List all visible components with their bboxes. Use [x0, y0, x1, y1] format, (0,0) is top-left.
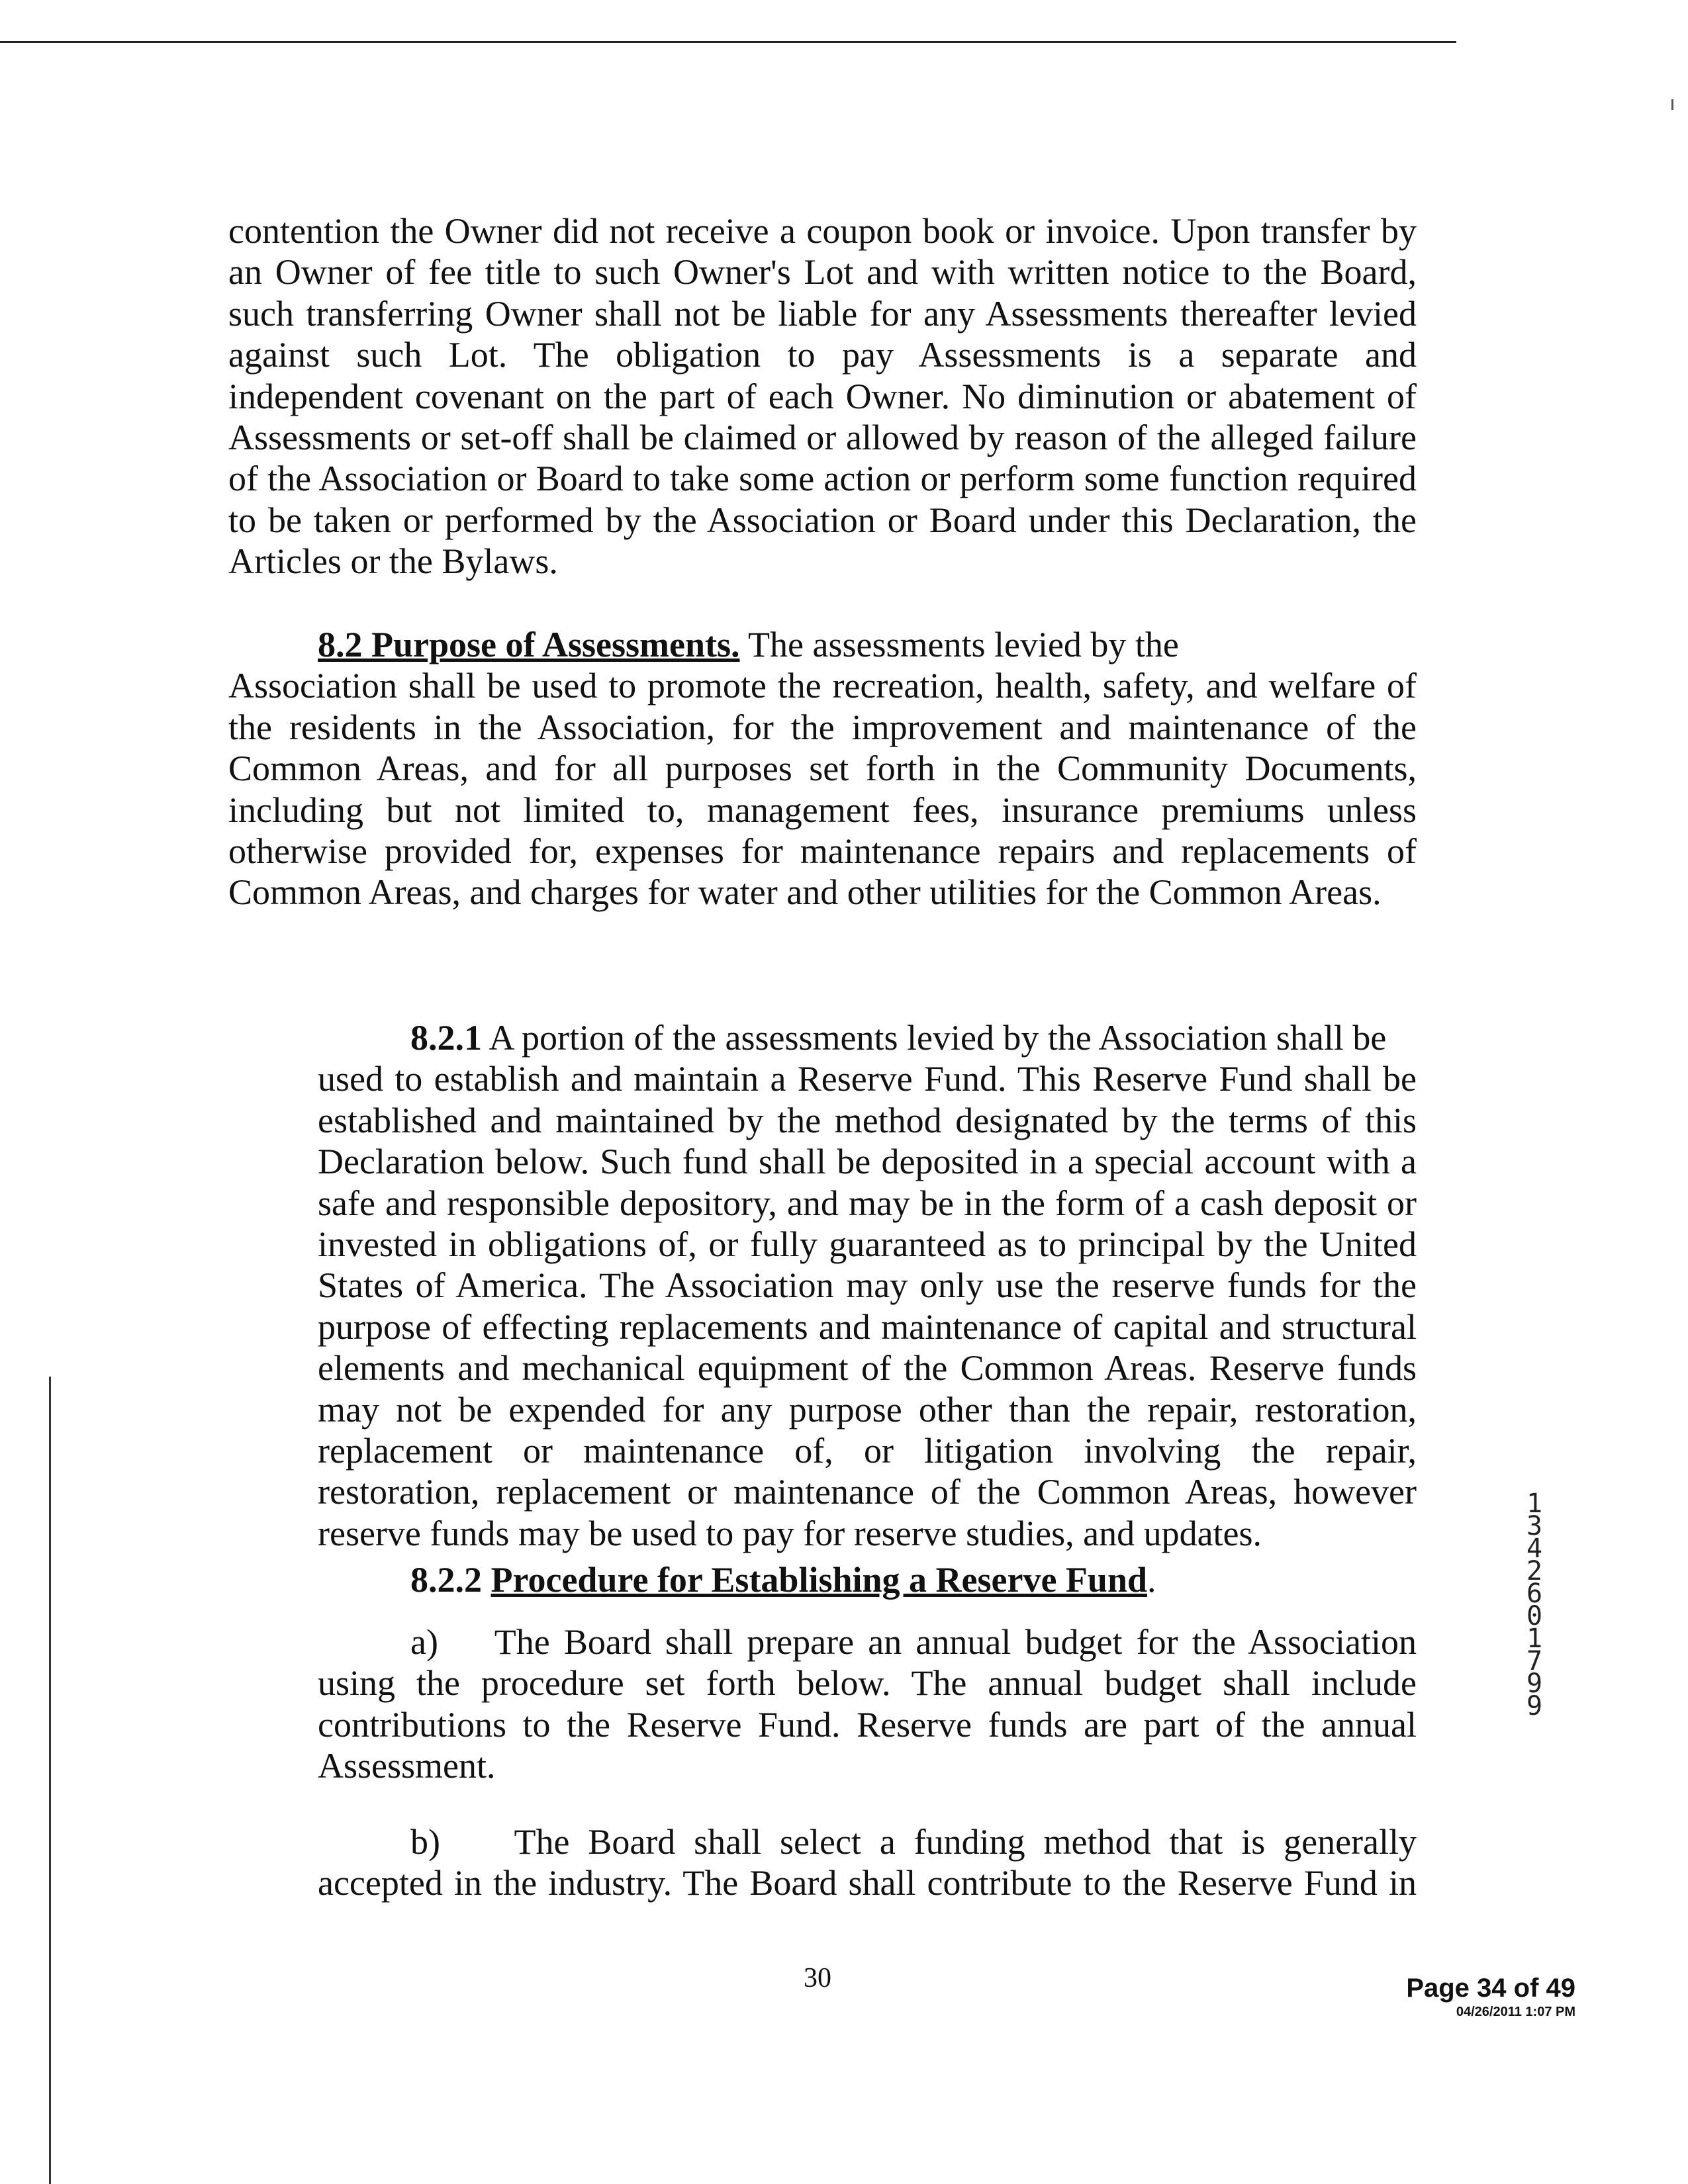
top-rule [0, 41, 1456, 43]
text-fragment: The assessments levied by the [748, 625, 1179, 664]
text-fragment: The Board shall prepare an annual budget for the Association [494, 1622, 1417, 1662]
item-b [318, 1821, 1417, 1904]
text-line: replacement or maintenance of, or litigation involving the repair, [318, 1431, 1417, 1471]
text-line: reserve funds may be used to pay for reserve studies, and updates. [318, 1513, 1262, 1553]
recording-digit: 4 [1526, 1533, 1543, 1564]
section-8-2-heading: 8.2 Purpose of Assessments. [318, 625, 740, 664]
stamp-datetime: 04/26/2011 1:07 PM [1456, 2005, 1575, 2019]
text-line: using the procedure set forth below. The annual budget shall include [318, 1663, 1417, 1704]
stamp-page-count: Page 34 of 49 [1406, 1974, 1575, 2003]
item-a-first-line [318, 1621, 1417, 1662]
paragraph-continuation [228, 210, 1417, 582]
text-line: Declaration below. Such fund shall be deposited in a special account with a [318, 1142, 1417, 1182]
text-line: Common Areas, and charges for water and other utilities for the Common Areas. [228, 872, 1382, 913]
recording-digit: 9 [1526, 1668, 1543, 1699]
left-margin-line [49, 1377, 51, 2184]
text-line: elements and mechanical equipment of the Common Areas. Reserve funds [318, 1348, 1417, 1388]
section-number: 8.2.1 [410, 1018, 482, 1058]
text-line: independent covenant on the part of each Owner. No diminution or abatement of [228, 376, 1417, 416]
text-line: used to establish and maintain a Reserve Fund. This Reserve Fund shall be [318, 1059, 1417, 1099]
text-line: contention the Owner did not receive a coupon book or invoice. Upon transfer by [228, 211, 1417, 251]
text-line: safe and responsible depository, and may be in the form of a cash deposit or [318, 1183, 1417, 1223]
text-fragment: A portion of the assessments levied by the Association shall be [489, 1018, 1387, 1058]
item-label: a) [410, 1622, 438, 1662]
vertical-recording-number [1521, 1488, 1548, 1721]
edge-mark [1671, 99, 1673, 110]
recording-digit: 3 [1526, 1511, 1543, 1541]
text-line: against such Lot. The obligation to pay Assessments is a separate and [228, 335, 1417, 375]
text-line: to be taken or performed by the Association or Board under this Declaration, the [228, 500, 1417, 540]
text-line: otherwise provided for, expenses for maintenance repairs and replacements of [228, 831, 1417, 872]
text-line: States of America. The Association may only use the reserve funds for the [318, 1265, 1417, 1306]
text-line: Assessment. [318, 1746, 496, 1786]
recording-digit: 0 [1526, 1601, 1543, 1631]
text-line: accepted in the industry. The Board shall contribute to the Reserve Fund in [318, 1863, 1417, 1903]
page-number: 30 [804, 1963, 831, 1993]
section-8-2-first-line [228, 624, 1417, 665]
section-8-2-1-first-line [318, 1017, 1417, 1058]
text-line: the residents in the Association, for the improvement and maintenance of the [228, 707, 1417, 747]
section-8-2-2-heading [410, 1559, 1156, 1600]
section-8-2-1 [318, 1017, 1417, 1554]
section-number: 8.2.2 [410, 1560, 482, 1600]
text-line: Assessments or set-off shall be claimed or allowed by reason of the alleged failure [228, 418, 1417, 458]
text-line: Association shall be used to promote the recreation, health, safety, and welfare of [228, 666, 1417, 706]
text-line: Common Areas, and for all purposes set forth in the Community Documents, [228, 749, 1417, 789]
text-fragment: The Board shall select a funding method that is generally [514, 1822, 1417, 1862]
item-label: b) [410, 1822, 440, 1862]
text-line: Articles or the Bylaws. [228, 541, 558, 582]
text-line: an Owner of fee title to such Owner's Lot and with written notice to the Board, [228, 252, 1417, 293]
text-line: restoration, replacement or maintenance of the Common Areas, however [318, 1472, 1417, 1512]
recording-digit: 1 [1526, 1488, 1543, 1519]
heading-period: . [1147, 1560, 1156, 1600]
text-line: purpose of effecting replacements and maintenance of capital and structural [318, 1306, 1417, 1347]
text-line: such transferring Owner shall not be liable for any Assessments thereafter levied [228, 293, 1417, 334]
text-line: may not be expended for any purpose other than the repair, restoration, [318, 1389, 1417, 1430]
item-a [318, 1621, 1417, 1787]
text-line: of the Association or Board to take some action or perform some function required [228, 459, 1417, 499]
section-8-2-2-title: Procedure for Establishing a Reserve Fund [491, 1560, 1148, 1600]
recording-digit: 6 [1526, 1578, 1543, 1609]
text-line: established and maintained by the method designated by the terms of this [318, 1100, 1417, 1140]
text-line: contributions to the Reserve Fund. Reserve funds are part of the annual [318, 1704, 1417, 1745]
recording-digit: 1 [1526, 1623, 1543, 1654]
section-8-2 [228, 624, 1417, 913]
item-b-first-line [318, 1821, 1417, 1862]
recording-digit: 2 [1526, 1556, 1543, 1586]
recording-digit: 7 [1526, 1646, 1543, 1676]
text-line: invested in obligations of, or fully guaranteed as to principal by the United [318, 1224, 1417, 1265]
text-line: including but not limited to, management fees, insurance premiums unless [228, 790, 1417, 830]
recording-stamp [1364, 1972, 1575, 2020]
recording-digit: 9 [1526, 1691, 1543, 1721]
